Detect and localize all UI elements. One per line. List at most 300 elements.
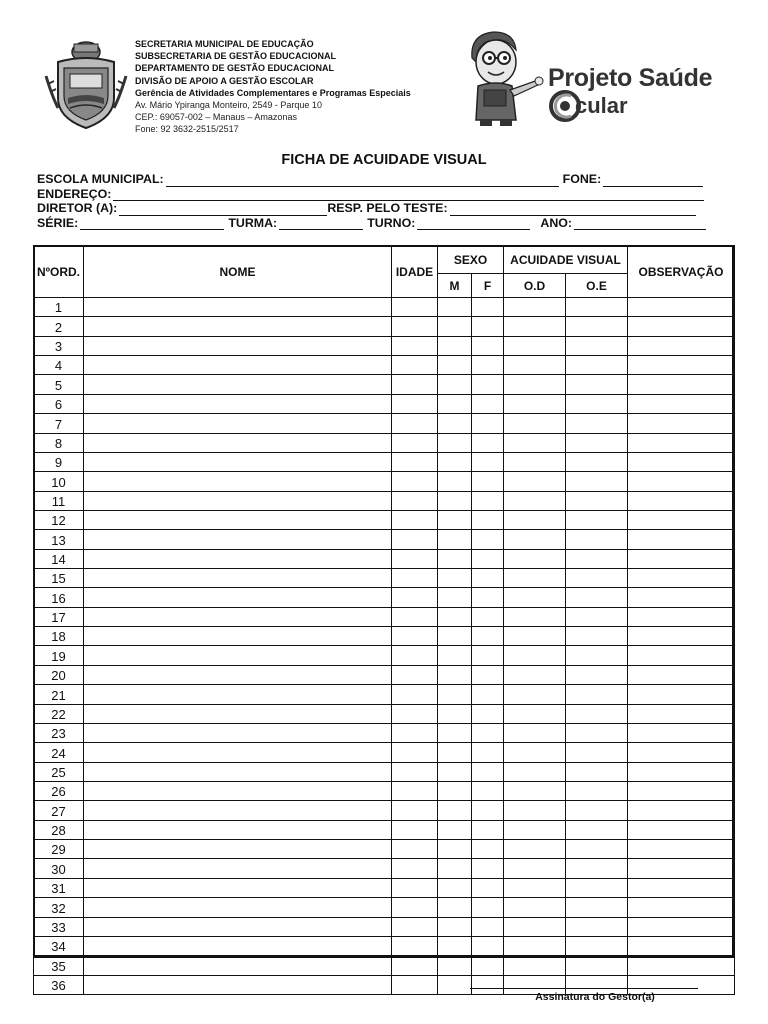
od-cell[interactable] (504, 762, 566, 781)
idade-cell[interactable] (392, 840, 438, 859)
f-cell[interactable] (472, 588, 504, 607)
od-cell[interactable] (504, 510, 566, 529)
form-title: FICHA DE ACUIDADE VISUAL (281, 152, 487, 168)
obs-cell[interactable] (628, 336, 735, 355)
idade-cell[interactable] (392, 317, 438, 336)
table-row (34, 336, 735, 355)
od-cell[interactable] (504, 956, 566, 975)
nome-cell[interactable] (84, 665, 392, 684)
institution-line: DIVISÃO DE APOIO A GESTÃO ESCOLAR (135, 75, 314, 86)
oe-cell[interactable] (566, 394, 628, 413)
m-cell[interactable] (438, 491, 472, 510)
oe-cell[interactable] (566, 820, 628, 839)
nome-cell[interactable] (84, 975, 392, 994)
f-cell[interactable] (472, 472, 504, 491)
obs-cell[interactable] (628, 762, 735, 781)
nome-cell[interactable] (84, 859, 392, 878)
m-cell[interactable] (438, 433, 472, 452)
obs-cell[interactable] (628, 665, 735, 684)
idade-cell[interactable] (392, 491, 438, 510)
f-cell[interactable] (472, 820, 504, 839)
f-cell[interactable] (472, 936, 504, 955)
od-cell[interactable] (504, 917, 566, 936)
od-header: O.D (504, 274, 566, 298)
od-cell[interactable] (504, 878, 566, 897)
m-cell[interactable] (438, 627, 472, 646)
oe-cell[interactable] (566, 491, 628, 510)
nome-cell[interactable] (84, 549, 392, 568)
nome-cell[interactable] (84, 414, 392, 433)
oe-cell[interactable] (566, 878, 628, 897)
serie-line[interactable] (80, 218, 224, 230)
f-cell[interactable] (472, 491, 504, 510)
nome-cell[interactable] (84, 820, 392, 839)
turma-line[interactable] (279, 218, 363, 230)
m-cell[interactable] (438, 723, 472, 742)
od-cell[interactable] (504, 936, 566, 955)
nome-cell[interactable] (84, 491, 392, 510)
idade-cell[interactable] (392, 627, 438, 646)
f-cell[interactable] (472, 356, 504, 375)
od-cell[interactable] (504, 336, 566, 355)
signature-label: Assinatura do Gestor(a) (535, 991, 655, 1003)
nome-cell[interactable] (84, 685, 392, 704)
f-cell[interactable] (472, 878, 504, 897)
obs-cell[interactable] (628, 820, 735, 839)
obs-cell[interactable] (628, 607, 735, 626)
ord-cell: 18 (34, 627, 84, 646)
oe-cell[interactable] (566, 743, 628, 762)
idade-cell[interactable] (392, 878, 438, 897)
m-cell[interactable] (438, 375, 472, 394)
table-row (34, 627, 735, 646)
nome-cell[interactable] (84, 375, 392, 394)
od-cell[interactable] (504, 704, 566, 723)
f-cell[interactable] (472, 375, 504, 394)
f-cell[interactable] (472, 762, 504, 781)
ord-cell: 32 (34, 898, 84, 917)
m-cell[interactable] (438, 704, 472, 723)
od-cell[interactable] (504, 472, 566, 491)
od-cell[interactable] (504, 317, 566, 336)
m-cell[interactable] (438, 530, 472, 549)
od-cell[interactable] (504, 375, 566, 394)
idade-cell[interactable] (392, 936, 438, 955)
idade-cell[interactable] (392, 549, 438, 568)
idade-cell[interactable] (392, 588, 438, 607)
table-row (34, 840, 735, 859)
table-row (34, 394, 735, 413)
table-row (34, 356, 735, 375)
idade-cell[interactable] (392, 356, 438, 375)
nome-cell[interactable] (84, 317, 392, 336)
oe-cell[interactable] (566, 549, 628, 568)
m-cell[interactable] (438, 510, 472, 529)
nome-cell[interactable] (84, 840, 392, 859)
obs-cell[interactable] (628, 588, 735, 607)
field-row-escola (37, 172, 706, 187)
obs-cell[interactable] (628, 685, 735, 704)
m-cell[interactable] (438, 956, 472, 975)
od-cell[interactable] (504, 781, 566, 800)
f-cell[interactable] (472, 665, 504, 684)
nome-cell[interactable] (84, 801, 392, 820)
m-cell[interactable] (438, 607, 472, 626)
idade-cell[interactable] (392, 665, 438, 684)
m-cell[interactable] (438, 298, 472, 317)
idade-cell[interactable] (392, 917, 438, 936)
table-row (34, 878, 735, 897)
od-cell[interactable] (504, 491, 566, 510)
od-cell[interactable] (504, 840, 566, 859)
obs-cell[interactable] (628, 491, 735, 510)
f-cell[interactable] (472, 414, 504, 433)
ord-cell: 25 (34, 762, 84, 781)
oe-cell[interactable] (566, 510, 628, 529)
m-cell[interactable] (438, 936, 472, 955)
m-cell[interactable] (438, 917, 472, 936)
obs-cell[interactable] (628, 375, 735, 394)
oe-cell[interactable] (566, 956, 628, 975)
m-cell[interactable] (438, 317, 472, 336)
od-cell[interactable] (504, 356, 566, 375)
nome-cell[interactable] (84, 607, 392, 626)
f-cell[interactable] (472, 510, 504, 529)
od-cell[interactable] (504, 898, 566, 917)
idade-cell[interactable] (392, 820, 438, 839)
idade-cell[interactable] (392, 704, 438, 723)
m-cell[interactable] (438, 898, 472, 917)
f-cell[interactable] (472, 569, 504, 588)
od-cell[interactable] (504, 394, 566, 413)
f-cell[interactable] (472, 607, 504, 626)
nome-cell[interactable] (84, 510, 392, 529)
f-cell[interactable] (472, 801, 504, 820)
m-cell[interactable] (438, 762, 472, 781)
idade-cell[interactable] (392, 685, 438, 704)
f-cell[interactable] (472, 917, 504, 936)
f-cell[interactable] (472, 723, 504, 742)
m-cell[interactable] (438, 801, 472, 820)
table-row (34, 685, 735, 704)
oe-cell[interactable] (566, 375, 628, 394)
m-cell[interactable] (438, 975, 472, 994)
nome-cell[interactable] (84, 956, 392, 975)
idade-cell[interactable] (392, 510, 438, 529)
f-cell[interactable] (472, 956, 504, 975)
idade-cell[interactable] (392, 433, 438, 452)
m-cell[interactable] (438, 859, 472, 878)
od-cell[interactable] (504, 820, 566, 839)
obs-cell[interactable] (628, 627, 735, 646)
nome-cell[interactable] (84, 917, 392, 936)
idade-cell[interactable] (392, 530, 438, 549)
idade-cell[interactable] (392, 607, 438, 626)
oe-cell[interactable] (566, 298, 628, 317)
nome-cell[interactable] (84, 723, 392, 742)
ord-cell: 8 (34, 433, 84, 452)
obs-cell[interactable] (628, 530, 735, 549)
nome-cell[interactable] (84, 452, 392, 471)
ord-cell: 9 (34, 452, 84, 471)
oe-cell[interactable] (566, 801, 628, 820)
od-cell[interactable] (504, 414, 566, 433)
m-cell[interactable] (438, 665, 472, 684)
obs-cell[interactable] (628, 510, 735, 529)
nome-cell[interactable] (84, 743, 392, 762)
table-row (34, 491, 735, 510)
nome-cell[interactable] (84, 433, 392, 452)
obs-cell[interactable] (628, 878, 735, 897)
m-cell[interactable] (438, 840, 472, 859)
idade-cell[interactable] (392, 762, 438, 781)
idade-cell[interactable] (392, 414, 438, 433)
obs-cell[interactable] (628, 936, 735, 955)
nome-cell[interactable] (84, 356, 392, 375)
ord-cell: 5 (34, 375, 84, 394)
turno-line[interactable] (417, 218, 530, 230)
m-cell[interactable] (438, 878, 472, 897)
oe-cell[interactable] (566, 898, 628, 917)
ord-cell: 27 (34, 801, 84, 820)
od-cell[interactable] (504, 452, 566, 471)
od-cell[interactable] (504, 549, 566, 568)
nome-cell[interactable] (84, 298, 392, 317)
idade-cell[interactable] (392, 336, 438, 355)
m-cell[interactable] (438, 781, 472, 800)
obs-cell[interactable] (628, 743, 735, 762)
idade-cell[interactable] (392, 472, 438, 491)
f-cell[interactable] (472, 549, 504, 568)
oe-cell[interactable] (566, 356, 628, 375)
nome-cell[interactable] (84, 472, 392, 491)
f-cell[interactable] (472, 317, 504, 336)
od-cell[interactable] (504, 569, 566, 588)
od-cell[interactable] (504, 627, 566, 646)
f-cell[interactable] (472, 898, 504, 917)
oe-cell[interactable] (566, 588, 628, 607)
od-cell[interactable] (504, 859, 566, 878)
table-row (34, 781, 735, 800)
obs-cell[interactable] (628, 433, 735, 452)
m-cell[interactable] (438, 452, 472, 471)
m-cell[interactable] (438, 549, 472, 568)
f-cell[interactable] (472, 704, 504, 723)
table-row (34, 936, 735, 955)
m-cell[interactable] (438, 472, 472, 491)
od-cell[interactable] (504, 433, 566, 452)
coat-of-arms-logo (44, 36, 128, 132)
nome-cell[interactable] (84, 588, 392, 607)
idade-cell[interactable] (392, 569, 438, 588)
od-cell[interactable] (504, 743, 566, 762)
oe-cell[interactable] (566, 452, 628, 471)
obs-cell[interactable] (628, 394, 735, 413)
nome-cell[interactable] (84, 569, 392, 588)
obs-cell[interactable] (628, 801, 735, 820)
oe-cell[interactable] (566, 859, 628, 878)
f-cell[interactable] (472, 530, 504, 549)
oe-cell[interactable] (566, 665, 628, 684)
obs-cell[interactable] (628, 781, 735, 800)
nome-cell[interactable] (84, 627, 392, 646)
oe-cell[interactable] (566, 530, 628, 549)
idade-cell[interactable] (392, 452, 438, 471)
oe-cell[interactable] (566, 762, 628, 781)
oe-cell[interactable] (566, 433, 628, 452)
od-cell[interactable] (504, 298, 566, 317)
nome-cell[interactable] (84, 898, 392, 917)
oe-cell[interactable] (566, 569, 628, 588)
obs-cell[interactable] (628, 414, 735, 433)
obs-cell[interactable] (628, 298, 735, 317)
f-cell[interactable] (472, 452, 504, 471)
oe-cell[interactable] (566, 936, 628, 955)
m-cell[interactable] (438, 743, 472, 762)
od-cell[interactable] (504, 723, 566, 742)
f-cell[interactable] (472, 840, 504, 859)
nome-cell[interactable] (84, 781, 392, 800)
diretor-line[interactable] (119, 204, 327, 216)
ano-line[interactable] (574, 218, 706, 230)
obs-cell[interactable] (628, 452, 735, 471)
obs-cell[interactable] (628, 646, 735, 665)
table-row (34, 414, 735, 433)
idade-cell[interactable] (392, 781, 438, 800)
fone-line[interactable] (603, 175, 703, 187)
idade-cell[interactable] (392, 394, 438, 413)
oe-cell[interactable] (566, 685, 628, 704)
idade-cell[interactable] (392, 298, 438, 317)
f-cell[interactable] (472, 646, 504, 665)
idade-cell[interactable] (392, 723, 438, 742)
ord-cell: 29 (34, 840, 84, 859)
obs-cell[interactable] (628, 859, 735, 878)
address-line: Fone: 92 3632-2515/2517 (135, 124, 239, 135)
obs-cell[interactable] (628, 549, 735, 568)
oe-cell[interactable] (566, 336, 628, 355)
nome-cell[interactable] (84, 762, 392, 781)
oe-cell[interactable] (566, 704, 628, 723)
idade-cell[interactable] (392, 898, 438, 917)
nome-cell[interactable] (84, 936, 392, 955)
ord-cell: 13 (34, 530, 84, 549)
oe-cell[interactable] (566, 917, 628, 936)
table-row (34, 665, 735, 684)
signature-line[interactable] (470, 988, 698, 989)
ord-cell: 24 (34, 743, 84, 762)
f-cell[interactable] (472, 685, 504, 704)
f-cell[interactable] (472, 433, 504, 452)
od-cell[interactable] (504, 665, 566, 684)
f-cell[interactable] (472, 336, 504, 355)
resp-line[interactable] (450, 204, 696, 216)
obs-cell[interactable] (628, 898, 735, 917)
obs-cell[interactable] (628, 356, 735, 375)
oe-cell[interactable] (566, 646, 628, 665)
nome-cell[interactable] (84, 394, 392, 413)
od-cell[interactable] (504, 607, 566, 626)
oe-cell[interactable] (566, 781, 628, 800)
ord-cell: 16 (34, 588, 84, 607)
endereco-line[interactable] (113, 189, 704, 201)
table-row (34, 588, 735, 607)
m-cell[interactable] (438, 820, 472, 839)
m-cell[interactable] (438, 394, 472, 413)
oe-cell[interactable] (566, 627, 628, 646)
m-cell[interactable] (438, 569, 472, 588)
f-cell[interactable] (472, 859, 504, 878)
oe-cell[interactable] (566, 472, 628, 491)
idade-cell[interactable] (392, 859, 438, 878)
obs-cell[interactable] (628, 917, 735, 936)
table-row (34, 898, 735, 917)
m-cell[interactable] (438, 646, 472, 665)
od-cell[interactable] (504, 801, 566, 820)
obs-cell[interactable] (628, 704, 735, 723)
f-cell[interactable] (472, 781, 504, 800)
f-cell[interactable] (472, 394, 504, 413)
nome-cell[interactable] (84, 646, 392, 665)
idade-cell[interactable] (392, 956, 438, 975)
oe-cell[interactable] (566, 414, 628, 433)
obs-cell[interactable] (628, 840, 735, 859)
idade-cell[interactable] (392, 646, 438, 665)
obs-cell[interactable] (628, 472, 735, 491)
nome-cell[interactable] (84, 530, 392, 549)
od-cell[interactable] (504, 588, 566, 607)
oe-cell[interactable] (566, 723, 628, 742)
ord-cell: 23 (34, 723, 84, 742)
od-cell[interactable] (504, 646, 566, 665)
table-row (34, 433, 735, 452)
oe-header: O.E (566, 274, 628, 298)
m-cell[interactable] (438, 356, 472, 375)
nome-cell[interactable] (84, 336, 392, 355)
idade-cell[interactable] (392, 743, 438, 762)
nome-cell[interactable] (84, 704, 392, 723)
m-cell[interactable] (438, 685, 472, 704)
ord-cell: 10 (34, 472, 84, 491)
oe-cell[interactable] (566, 317, 628, 336)
ord-cell: 17 (34, 607, 84, 626)
idade-cell[interactable] (392, 801, 438, 820)
f-cell[interactable] (472, 627, 504, 646)
table-row (34, 820, 735, 839)
idade-cell[interactable] (392, 375, 438, 394)
escola-line[interactable] (166, 175, 559, 187)
f-cell[interactable] (472, 298, 504, 317)
obs-cell[interactable] (628, 317, 735, 336)
f-cell[interactable] (472, 743, 504, 762)
ord-cell: 1 (34, 298, 84, 317)
m-cell[interactable] (438, 414, 472, 433)
institution-line: SECRETARIA MUNICIPAL DE EDUCAÇÃO (135, 39, 314, 49)
table-row (34, 956, 735, 975)
obs-cell[interactable] (628, 723, 735, 742)
m-cell[interactable] (438, 588, 472, 607)
idade-cell[interactable] (392, 975, 438, 994)
obs-cell[interactable] (628, 956, 735, 975)
m-cell[interactable] (438, 336, 472, 355)
nome-cell[interactable] (84, 878, 392, 897)
od-cell[interactable] (504, 530, 566, 549)
oe-cell[interactable] (566, 607, 628, 626)
od-cell[interactable] (504, 685, 566, 704)
oe-cell[interactable] (566, 840, 628, 859)
obs-cell[interactable] (628, 569, 735, 588)
resp-label: RESP. PELO TESTE: (327, 201, 448, 216)
